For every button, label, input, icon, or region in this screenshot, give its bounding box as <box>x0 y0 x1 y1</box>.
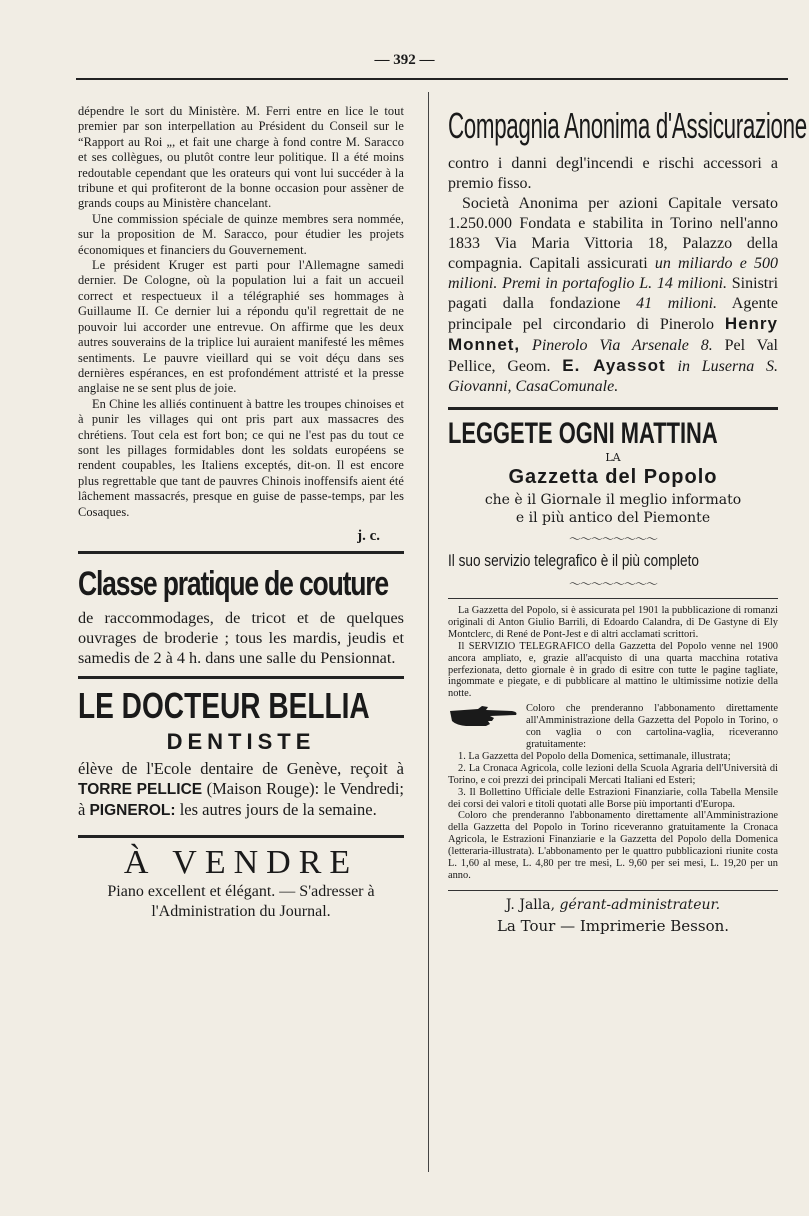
assicurazione-line-1: contro i danni degl'incendi e rischi accessori a premio fisso. <box>448 155 778 192</box>
agent-2-place: in Luserna S. Giovanni, CasaComunale. <box>448 358 778 395</box>
assicurazione-line-3: Sinistri pagati dalla fondazione <box>448 275 779 312</box>
bellia-subtitle: DENTISTE <box>166 728 316 754</box>
gazzetta-item-2: 2. La Cronaca Agricola, colle lezioni della Scuola Agraria dell'Università di Torino, e coi prezzi dei principali Mercati Italiani ed Esteri; <box>448 762 778 786</box>
gazzetta-item-3: 3. Il Bollettino Ufficiale delle Estrazioni Finanziarie, colla Tabella Mensile dei corsi dei valori e titoli quotati alle Borse più importanti d'Europa. <box>448 786 778 810</box>
gazzetta-para-4: Coloro che prenderanno l'abbonamento direttamente all'Amministrazione della Gazzetta del Popolo in Torino riceveranno gratuitamente la Cronaca Agricola, le Estrazioni Finanziarie e la Gazzetta del Popolo della Domenica (letteraria-illustrata). L'abbonamento per le quattro pubblicazioni riunite costa L. 1,60 al mese, L. 4,80 per tre mesi, L. 9,60 per sei mesi, L. 19,20 per un anno. <box>448 810 778 881</box>
assicurazione-line-2: Società Anonima per azioni Capitale versato 1.250.000 Fondata e stabilita in Torino nell'anno 1833 Via Maria Vittoria 18, Palazzo della compagnia. Capitali assicurati <box>448 195 778 272</box>
left-column <box>78 104 404 922</box>
bellia-place-2: PIGNEROL: <box>89 801 176 819</box>
article-paragraph-1: dépendre le sort du Ministère. M. Ferri entre en lice le tout premier par son interpellation au Président du Conseil sur le “Rapport au Roi „, et fait une charge à fond contre M. Saracco et ses collègues, ou plutôt contre leur politique. Il a été moins redoutable cependant que les orateurs qui vont lui succéder à la tribune et qui profiteront de la bonne occasion pour assèner de grands coups au Ministère chancelant. <box>78 104 404 211</box>
article-paragraph-3: Le président Kruger est parti pour l'Allemagne samedi dernier. De Cologne, où la population lui a fait un accueil correct et respectueux il a télégraphié ses hommages à Guillaume II. Ce dernier lui a répondu qu'il regrettait de ne pouvoir lui accorder une entrevue. On affirme que les deux autres souverains de la triplice lui auraient manifesté les mêmes sentiments. Le pauvre vieillard qui se voit déçu dans ses dernières espérances, en est profondément attristé et la presse anglaise ne se sent plus de joie. <box>78 258 404 396</box>
gazzetta-line-1: che è il Giornale il meglio informato <box>484 492 742 508</box>
divider <box>78 835 404 838</box>
pointing-hand-icon <box>448 703 520 729</box>
divider <box>448 407 778 410</box>
divider <box>448 890 778 891</box>
gazzetta-para-3: Coloro che prenderanno l'abbonamento direttamente all'Amministrazione della Gazzetta del Popolo in Torino, o con vaglia o con cartolina-vaglia, riceveranno gratuitamente: <box>526 703 778 750</box>
divider <box>78 676 404 679</box>
footer-jalla: J. Jalla, <box>505 896 556 913</box>
gazzetta-servizio: Il suo servizio telegrafico è il più completo <box>448 551 699 570</box>
gazzetta-headline: LEGGETE OGNI MATTINA <box>448 417 718 450</box>
column-rule <box>428 92 429 1172</box>
gazzetta-la: LA <box>605 451 621 464</box>
gazzetta-line-2: e il più antico del Piemonte <box>515 510 711 526</box>
bellia-text <box>78 759 404 821</box>
footer-printer: La Tour — Imprimerie Besson. <box>496 916 730 935</box>
agent-1-name: Henry Monnet, <box>448 314 778 354</box>
ornament-squiggle: 〜〜〜〜〜〜〜〜 <box>568 532 657 546</box>
couture-text: de raccommodages, de tricot et de quelques ouvrages de broderie ; tous les mardis, jeudis et samedis de 2 à 4 h. dans une salle du Pensionnat. <box>78 608 404 667</box>
article-paragraph-4: En Chine les alliés continuent à battre les troupes chinoises et à punir les villages qui ont pris part aux massacres des chrétiens. Tout cela est fort bon; ce qui ne l'est pas du tout ce sont les pillages formidables dont les soldats européens se rendent coupables, les Italiens exceptés, dit-on. Il est encore plus regrettable que tant de pauvres Chinois inoffensifs aient été lâchement massacrés, presque en guise de passe-temps, par les Cosaques. <box>78 396 404 519</box>
agent-1-place: Pinerolo Via Arsenale 8. <box>520 337 713 354</box>
article-signature: j. c. <box>357 527 380 544</box>
top-rule <box>76 78 788 80</box>
gazzetta-item-1: 1. La Gazzetta del Popolo della Domenica, settimanale, illustrata; <box>458 750 731 762</box>
footer-jalla-role: gérant-administrateur. <box>555 896 721 913</box>
bellia-title: LE DOCTEUR BELLIA <box>78 684 370 726</box>
assicurazione-body <box>448 194 778 397</box>
bellia-place-1: TORRE PELLICE <box>78 780 203 798</box>
bellia-text-3: les autres jours de la semaine. <box>175 799 377 819</box>
gazzetta-name: Gazzetta del Popolo <box>508 466 718 488</box>
right-column <box>448 104 807 935</box>
footer-gerant <box>448 897 778 913</box>
assicurazione-line-5: Pel Val Pellice, Geom. <box>448 337 778 375</box>
agent-2-name: E. Ayassot <box>562 356 666 375</box>
divider <box>78 551 404 554</box>
assicurazione-title: Compagnia Anonima d'Assicurazione <box>448 105 807 146</box>
assicurazione-line-4: Agente principale pel circondario di Pinerolo <box>448 295 778 333</box>
assicurazione-italic-2: 41 milioni. <box>636 295 718 312</box>
bellia-text-1: élève de l'Ecole dentaire de Genève, reçoit à <box>78 758 404 778</box>
pointing-hand-row <box>448 703 778 751</box>
vendre-title: À VENDRE <box>123 843 359 881</box>
gazzetta-para-1: La Gazzetta del Popolo, si è assicurata pel 1901 la pubblicazione di romanzi originali di Anton Giulio Barrili, di Edoardo Calandra, di De Gastyne di Ely Montclerc, di René de Pont-Jest e di altri acclamati scrittori. <box>448 605 778 640</box>
article-paragraph-2: Une commission spéciale de quinze membres sera nommée, sur la proposition de M. Saracco, pour étudier les projets économiques et financiers du Gouvernement. <box>78 211 404 257</box>
assicurazione-italic-1: un miliardo e 500 milioni. Premi in portafoglio L. 14 milioni. <box>448 255 779 292</box>
page-number: — 392 — <box>374 52 435 68</box>
divider <box>448 598 778 599</box>
couture-title: Classe pratique de couture <box>78 564 389 603</box>
ornament-squiggle: 〜〜〜〜〜〜〜〜 <box>568 577 657 591</box>
gazzetta-para-2: Il SERVIZIO TELEGRAFICO della Gazzetta del Popolo venne nel 1900 ancora ampliato, e, grazie all'acquisto di una quarta macchina rotativa perfezionata, detto giornale è in grado di esitre con tutte le pagine tagliate, ingommate e piegate, e di pubblicare al mattino le ultimissime notizie della notte. <box>448 640 778 700</box>
bellia-text-2: (Maison Rouge): le Vendredi; à <box>78 778 404 819</box>
vendre-text: Piano excellent et élégant. — S'adresser à l'Administration du Journal. <box>107 882 375 920</box>
